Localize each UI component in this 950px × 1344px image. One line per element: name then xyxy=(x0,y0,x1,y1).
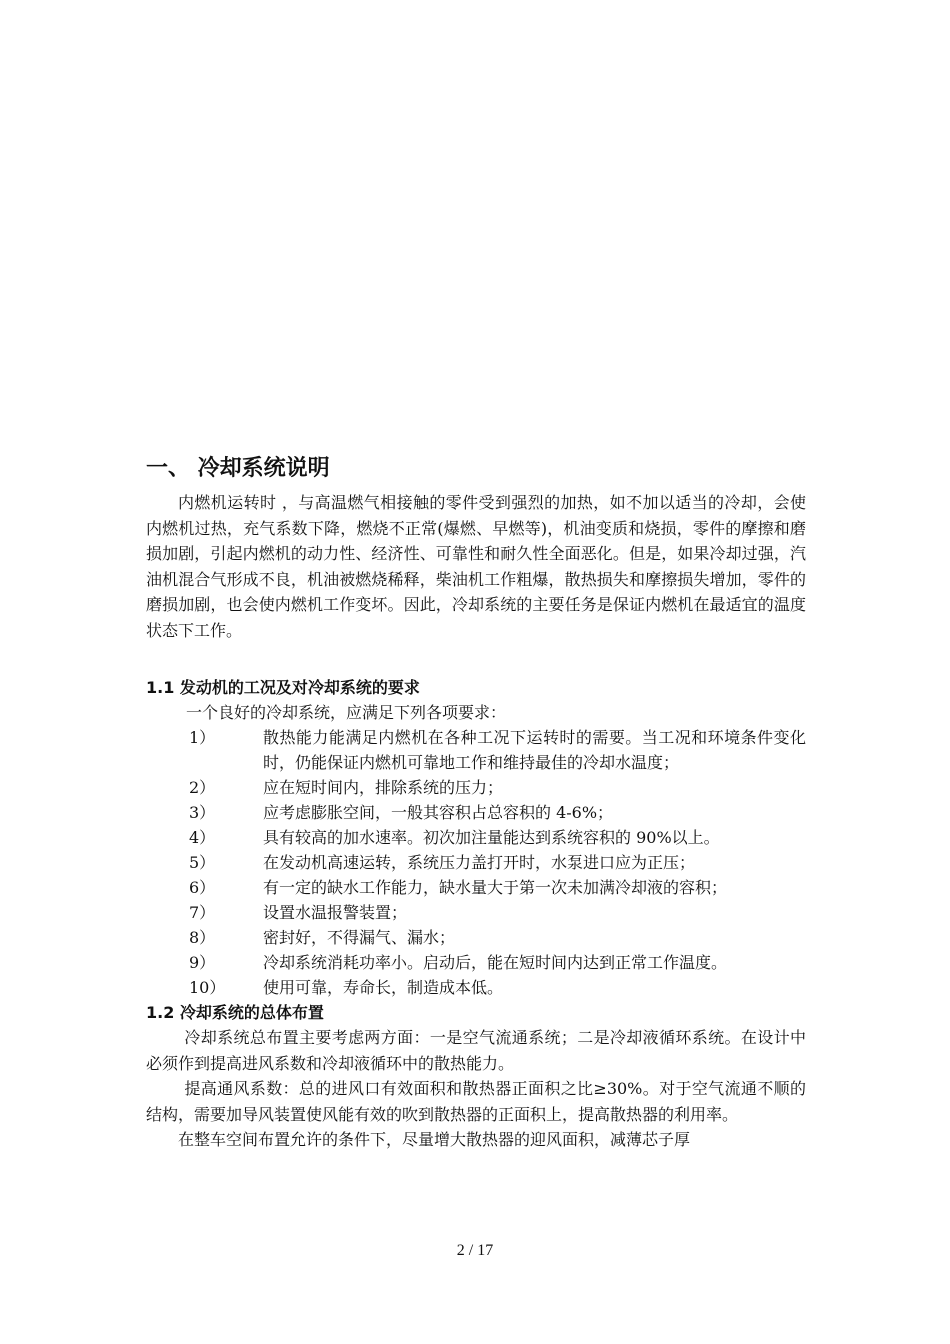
list-item-text: 在发动机高速运转，系统压力盖打开时，水泵进口应为正压； xyxy=(263,853,696,872)
list-item-number: 7） xyxy=(189,903,216,922)
subsection-heading-1-2: 1.2 冷却系统的总体布置 xyxy=(146,1003,324,1022)
list-item xyxy=(146,825,806,850)
list-item xyxy=(146,850,806,875)
list-item-text: 设置水温报警装置； xyxy=(263,903,408,922)
requirements-lead: 一个良好的冷却系统，应满足下列各项要求： xyxy=(186,703,507,722)
page-content xyxy=(146,452,806,1153)
list-item-number: 4） xyxy=(189,828,216,847)
list-item-number: 2） xyxy=(189,778,216,797)
list-item xyxy=(146,875,806,900)
list-item xyxy=(146,925,806,950)
list-item-text: 使用可靠，寿命长，制造成本低。 xyxy=(263,978,504,997)
section-heading: 一、 冷却系统说明 xyxy=(146,456,330,481)
list-item-text: 密封好，不得漏气、漏水； xyxy=(263,928,456,947)
list-item xyxy=(146,800,806,825)
subsection-heading-1-1: 1.1 发动机的工况及对冷却系统的要求 xyxy=(146,678,420,697)
list-item-text: 散热能力能满足内燃机在各种工况下运转时的需要。当工况和环境条件变化时，仍能保证内燃机可靠地工作和维持最佳的冷却水温度； xyxy=(263,728,806,772)
list-item-number: 6） xyxy=(189,878,216,897)
list-item xyxy=(146,900,806,925)
list-item xyxy=(146,950,806,975)
intro-paragraph: 内燃机运转时 ，与高温燃气相接触的零件受到强烈的加热，如不加以适当的冷却，会使内燃机过热，充气系数下降，燃烧不正常(爆燃、早燃等)，机油变质和烧损，零件的摩擦和磨损加剧，引起内燃机的动力性、经济性、可靠性和耐久性全面恶化。但是，如果冷却过强，汽油机混合气形成不良，机油被燃烧稀释，柴油机工作粗爆，散热损失和摩擦损失增加，零件的磨损加剧，也会使内燃机工作变坏。因此，冷却系统的主要任务是保证内燃机在最适宜的温度状态下工作。 xyxy=(146,493,806,640)
layout-paragraph: 冷却系统总布置主要考虑两方面：一是空气流通系统；二是冷却液循环系统。在设计中必须作到提高进风系数和冷却液循环中的散热能力。 xyxy=(146,1028,806,1073)
list-item-number: 1） xyxy=(189,728,216,747)
list-item-number: 5） xyxy=(189,853,216,872)
list-item xyxy=(146,775,806,800)
list-item-text: 应考虑膨胀空间，一般其容积占总容积的 4-6%； xyxy=(263,803,614,822)
list-item-number: 3） xyxy=(189,803,216,822)
list-item-number: 8） xyxy=(189,928,216,947)
list-item-text: 冷却系统消耗功率小。启动后，能在短时间内达到正常工作温度。 xyxy=(263,953,728,972)
list-item-number: 9） xyxy=(189,953,216,972)
list-item-text: 应在短时间内，排除系统的压力； xyxy=(263,778,504,797)
list-item-text: 有一定的缺水工作能力，缺水量大于第一次未加满冷却液的容积； xyxy=(263,878,728,897)
list-item xyxy=(146,725,806,775)
requirements-list xyxy=(146,725,806,1000)
list-item-text: 具有较高的加水速率。初次加注量能达到系统容积的 90%以上。 xyxy=(263,828,720,847)
list-item-number: 10） xyxy=(189,978,226,997)
ventilation-paragraph: 提高通风系数：总的进风口有效面积和散热器正面积之比≥30%。对于空气流通不顺的结构，需要加导风装置使风能有效的吹到散热器的正面积上，提高散热器的利用率。 xyxy=(146,1079,806,1124)
list-item xyxy=(146,975,806,1000)
radiator-paragraph: 在整车空间布置允许的条件下，尽量增大散热器的迎风面积，减薄芯子厚 xyxy=(178,1130,691,1149)
page-number: 2 / 17 xyxy=(456,1242,494,1259)
